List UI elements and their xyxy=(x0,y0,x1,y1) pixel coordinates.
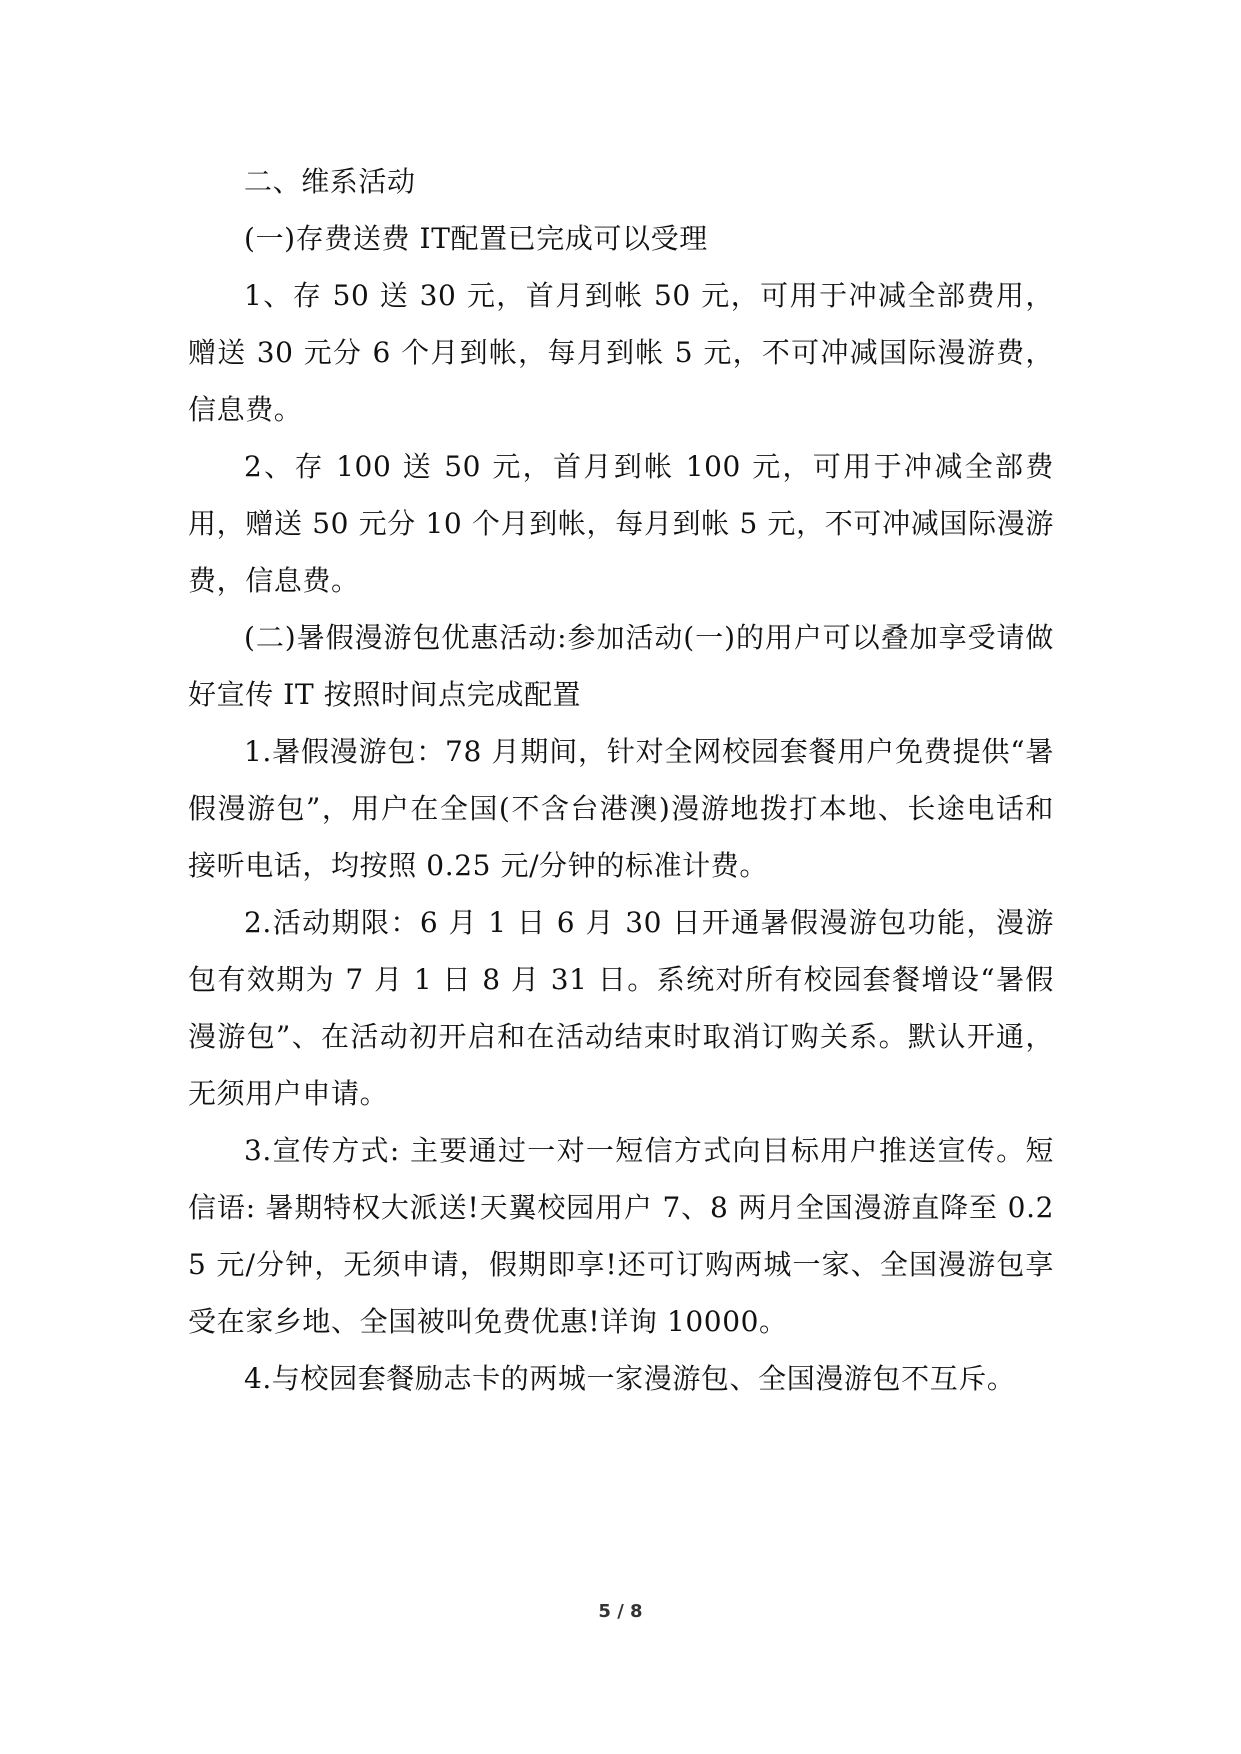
paragraph-item-2: 2、存 100 送 50 元，首月到帐 100 元，可用于冲减全部费用，赠送 50 元分 10 个月到帐，每月到帐 5 元，不可冲减国际漫游费，信息费。 xyxy=(188,450,1054,597)
paragraph-promotion-method: 3.宣传方式: 主要通过一对一短信方式向目标用户推送宣传。短信语: 暑期特权大派送!天翼校园用户 7、8 两月全国漫游直降至 0.25 元/分钟，无须申请，假期即享!还可订购两城一家、全国漫游包享受在家乡地、全国被叫免费优惠!详询 10000。 xyxy=(188,1134,1054,1338)
section-heading: 二、维系活动 xyxy=(244,165,416,198)
paragraph-compatibility: 4.与校园套餐励志卡的两城一家漫游包、全国漫游包不互斥。 xyxy=(244,1362,1016,1395)
paragraph-item-1: 1、存 50 送 30 元，首月到帐 50 元，可用于冲减全部费用，赠送 30 元分 6 个月到帐，每月到帐 5 元，不可冲减国际漫游费，信息费。 xyxy=(188,279,1054,426)
subsection-heading-1: (一)存费送费 IT配置已完成可以受理 xyxy=(244,222,708,255)
document-body xyxy=(188,153,1054,1407)
paragraph-roaming-package: 1.暑假漫游包：78 月期间，针对全网校园套餐用户免费提供“暑假漫游包”，用户在全国(不含台港澳)漫游地拨打本地、长途电话和接听电话，均按照 0.25 元/分钟的标准计费。 xyxy=(188,735,1054,882)
page-number: 5 / 8 xyxy=(598,1601,643,1622)
subsection-heading-2: (二)暑假漫游包优惠活动:参加活动(一)的用户可以叠加享受请做好宣传 IT 按照时间点完成配置 xyxy=(188,621,1054,711)
paragraph-activity-period: 2.活动期限：6 月 1 日 6 月 30 日开通暑假漫游包功能，漫游包有效期为 7 月 1 日 8 月 31 日。系统对所有校园套餐增设“暑假漫游包”、在活动初开启和在活动结束时取消订购关系。默认开通，无须用户申请。 xyxy=(188,906,1054,1110)
